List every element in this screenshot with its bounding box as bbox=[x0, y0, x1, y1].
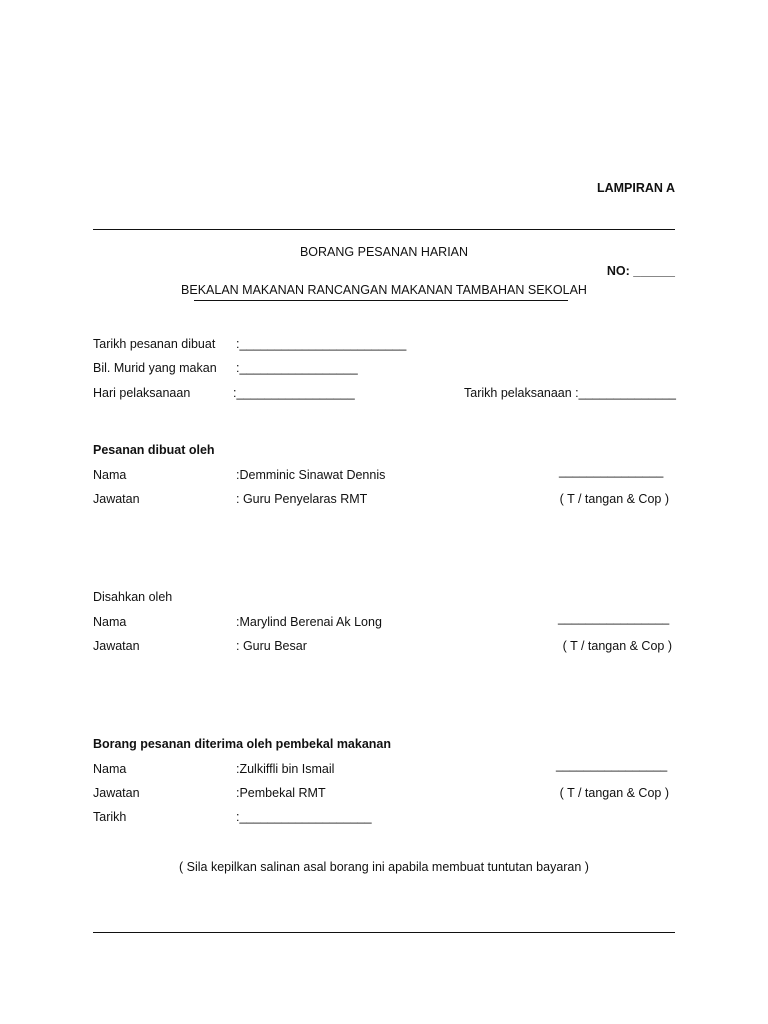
form-number: NO: ______ bbox=[606, 264, 675, 278]
approved-by-signature-line: ________________ bbox=[558, 611, 670, 625]
appendix-label: LAMPIRAN A bbox=[596, 181, 675, 195]
order-date-field[interactable]: :________________________ bbox=[236, 337, 407, 351]
ordered-by-signature-line: _______________ bbox=[559, 464, 664, 478]
form-title: BORANG PESANAN HARIAN bbox=[299, 245, 469, 259]
ordered-by-name-label: Nama bbox=[93, 468, 127, 482]
received-date-field[interactable]: :___________________ bbox=[236, 810, 372, 824]
student-count-label: Bil. Murid yang makan bbox=[93, 361, 217, 375]
top-divider bbox=[93, 229, 675, 230]
received-date-label: Tarikh bbox=[93, 810, 127, 824]
execution-day-field[interactable]: :_________________ bbox=[233, 386, 355, 400]
approved-by-position-value: : Guru Besar bbox=[236, 639, 307, 653]
approved-by-name-label: Nama bbox=[93, 615, 127, 629]
received-by-name-label: Nama bbox=[93, 762, 127, 776]
received-by-signature-caption: ( T / tangan & Cop ) bbox=[559, 786, 669, 800]
bottom-divider bbox=[93, 932, 675, 933]
execution-day-label: Hari pelaksanaan bbox=[93, 386, 191, 400]
ordered-by-signature-caption: ( T / tangan & Cop ) bbox=[559, 492, 669, 506]
student-count-field[interactable]: :_________________ bbox=[236, 361, 358, 375]
subtitle-underline bbox=[194, 300, 568, 301]
form-subtitle: BEKALAN MAKANAN RANCANGAN MAKANAN TAMBAHAN SEKOLAH bbox=[181, 283, 587, 297]
execution-date-field[interactable]: Tarikh pelaksanaan :______________ bbox=[464, 386, 676, 400]
received-by-heading: Borang pesanan diterima oleh pembekal makanan bbox=[93, 737, 392, 751]
approved-by-position-label: Jawatan bbox=[93, 639, 140, 653]
approved-by-heading: Disahkan oleh bbox=[93, 590, 173, 604]
received-by-position-label: Jawatan bbox=[93, 786, 140, 800]
footer-note: ( Sila kepilkan salinan asal borang ini apabila membuat tuntutan bayaran ) bbox=[179, 860, 589, 874]
received-by-name-value: :Zulkiffli bin Ismail bbox=[236, 762, 335, 776]
received-by-signature-line: ________________ bbox=[556, 758, 668, 772]
approved-by-signature-caption: ( T / tangan & Cop ) bbox=[562, 639, 672, 653]
ordered-by-position-value: : Guru Penyelaras RMT bbox=[236, 492, 368, 506]
ordered-by-heading: Pesanan dibuat oleh bbox=[93, 443, 215, 457]
ordered-by-position-label: Jawatan bbox=[93, 492, 140, 506]
order-date-label: Tarikh pesanan dibuat bbox=[93, 337, 216, 351]
approved-by-name-value: :Marylind Berenai Ak Long bbox=[236, 615, 382, 629]
received-by-position-value: :Pembekal RMT bbox=[236, 786, 326, 800]
ordered-by-name-value: :Demminic Sinawat Dennis bbox=[236, 468, 386, 482]
